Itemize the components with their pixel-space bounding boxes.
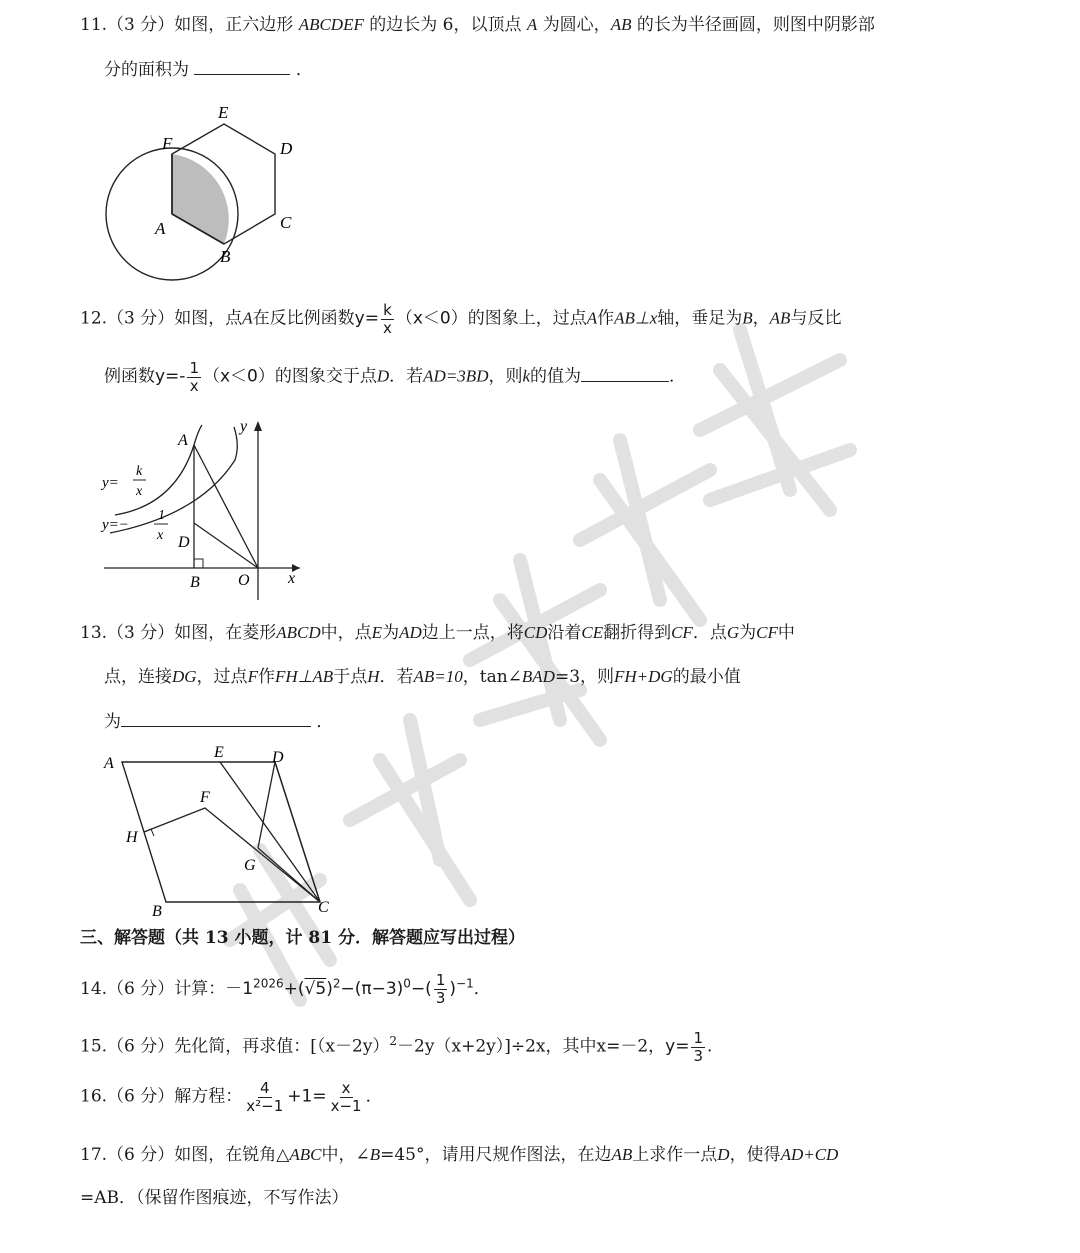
q12-text: 的图象上，过点: [467, 308, 587, 329]
q12-text: 如图，点: [174, 308, 243, 329]
q12-number: 12.: [80, 308, 108, 329]
q12-point: D: [376, 366, 390, 386]
q17-text: 上求作一点: [632, 1145, 718, 1165]
q15-exp: 2: [389, 1033, 398, 1048]
q13-text: 为: [104, 712, 121, 732]
q11-label-d: D: [280, 139, 293, 158]
q17-line2: =AB．（保留作图痕迹，不写作法）: [80, 1188, 349, 1208]
q13-text: 中: [777, 623, 795, 643]
q12-label-1-func: y=−: [102, 517, 129, 533]
q13-segment: CF: [756, 623, 778, 642]
q13-rhombus: [122, 762, 320, 902]
q13-text: 中，点: [320, 623, 372, 643]
q13-line1: [80, 624, 795, 642]
q13-text: ．点: [692, 623, 727, 643]
frac-den: 3: [693, 1046, 704, 1065]
expr-part: +(: [283, 979, 305, 999]
frac-num: 4: [260, 1079, 270, 1097]
q13-text: 翻折得到: [603, 623, 672, 643]
q11-answer-blank[interactable]: [194, 60, 290, 75]
q17-text: 如图，在锐角△: [174, 1145, 290, 1165]
q17-segment: AB: [611, 1145, 633, 1164]
q13-segment: AD: [399, 623, 422, 642]
q12-label-b: B: [190, 574, 200, 591]
q12-label-d: D: [178, 534, 190, 551]
q13-point: F: [247, 667, 258, 686]
q12-fraction-1: [187, 360, 201, 394]
q13-text: 边上一点，将: [421, 623, 524, 643]
q16-fraction-2: [329, 1080, 364, 1114]
q15-x-value: x=－2，: [596, 1036, 666, 1057]
q11-line2: [104, 60, 313, 79]
q13-segment: CE: [581, 623, 604, 642]
q15-fraction: [691, 1030, 705, 1064]
q11-label-c: C: [280, 213, 292, 232]
q12-label-k-num: k: [136, 464, 143, 479]
q13-label-e: E: [214, 744, 224, 761]
q11-text: 为圆心，: [542, 15, 611, 35]
q12-text: 作: [597, 308, 615, 329]
q13-line3: [104, 712, 333, 731]
q12-label-1-den: x: [157, 528, 164, 543]
q12-text: ，: [752, 308, 770, 329]
frac-num: 1: [693, 1029, 704, 1047]
q11-line1: [80, 16, 875, 34]
q17-line1: [80, 1146, 838, 1164]
q16-end: ．: [365, 1086, 383, 1107]
q13-number: 13.: [80, 623, 108, 643]
expr-part: ): [326, 979, 333, 999]
q12-curve-k-over-x: [115, 425, 202, 515]
q11-segment: AB: [610, 15, 632, 34]
frac-num: 1: [435, 971, 446, 989]
q13-given: AB=10: [413, 667, 463, 686]
q12-label-k-func: y=: [102, 475, 119, 491]
q15-number: 15.: [80, 1036, 108, 1057]
q17-text: ，使得: [729, 1145, 781, 1165]
q15-text: 先化简，再求值：[（x－2y）: [174, 1036, 390, 1057]
q13-text: ，tan∠: [462, 667, 522, 687]
q13-text: 于点: [333, 667, 368, 687]
q13-figure: [98, 740, 348, 920]
expr-part: －1: [225, 979, 254, 999]
q17-point: D: [717, 1145, 730, 1164]
q13-segment: CF: [671, 623, 693, 642]
q13-text: 作: [257, 667, 275, 687]
q15-points: （6 分）: [107, 1036, 175, 1057]
q16-fraction-1: [244, 1080, 285, 1114]
expr-exp: 2026: [253, 976, 284, 991]
q13-point: H: [367, 667, 380, 686]
q11-end: ．: [295, 60, 313, 80]
q13-point: G: [726, 623, 740, 642]
q12-perp: AB⊥x: [614, 308, 658, 328]
q13-segment: DG: [172, 667, 197, 686]
frac-num: x: [341, 1079, 351, 1097]
q13-point: E: [371, 623, 383, 642]
q14-label: 计算：: [174, 979, 226, 999]
q13-text: 沿着: [547, 623, 582, 643]
q12-text: 例函数: [104, 366, 155, 387]
q12-text: 与反比: [790, 308, 842, 329]
q12-point: A: [586, 308, 598, 328]
q12-point: B: [742, 308, 753, 328]
expr-exp: 0: [403, 976, 411, 991]
q17-triangle: ABC: [289, 1145, 322, 1164]
frac-den: x²−1: [246, 1096, 284, 1115]
q13-segment: CD: [523, 623, 548, 642]
q11-label-b: B: [220, 247, 231, 266]
q12-line1: [80, 302, 841, 336]
q13-text: 为: [739, 623, 757, 643]
expr-part: −(π−3): [340, 979, 404, 999]
q13-text: ，过点: [196, 667, 248, 687]
q13-label-c: C: [318, 899, 329, 916]
q15-y-eq: y=: [665, 1036, 690, 1057]
q12-figure: [100, 415, 310, 605]
q12-text: 的值为: [530, 366, 582, 387]
q11-hexagon-label: ABCDEF: [298, 15, 364, 34]
q15-end: .: [707, 1036, 713, 1057]
q12-variable: k: [522, 366, 531, 386]
q12-text: ，则: [488, 366, 523, 387]
q15-line: [80, 1030, 712, 1064]
q13-label-d: D: [272, 749, 284, 766]
frac-den: x−1: [330, 1096, 362, 1115]
q12-func: y=: [354, 308, 379, 329]
q14-fraction: [434, 972, 448, 1006]
q11-label-e: E: [218, 103, 229, 122]
q12-condition: （x＜0）: [395, 308, 468, 329]
q11-text: 如图，正六边形: [174, 15, 294, 35]
q12-segment: AB: [769, 308, 791, 328]
q12-text: ．若: [389, 366, 424, 387]
q13-text: 的最小值: [672, 667, 741, 687]
q16-line: [80, 1080, 383, 1114]
q12-relation: AD=3BD: [423, 366, 489, 386]
q11-point: A: [526, 15, 538, 34]
q14-end: ．: [473, 979, 491, 999]
q16-mid: +1=: [287, 1086, 327, 1107]
q12-answer-blank[interactable]: [581, 367, 669, 382]
q16-number: 16.: [80, 1086, 108, 1107]
q12-curve-1-over-x: [110, 427, 237, 533]
q11-text: 的边长为 6，以顶点: [369, 15, 522, 35]
q13-points: （3 分）: [107, 623, 175, 643]
q14-points: （6 分）: [107, 979, 175, 999]
q11-text: 的长为半径画圆，则图中阴影部: [636, 15, 875, 35]
q12-points: （3 分）: [107, 308, 175, 329]
q16-label: 解方程：: [174, 1086, 243, 1107]
q13-answer-blank[interactable]: [121, 712, 311, 727]
q13-label-h: H: [126, 829, 138, 846]
q13-text: ．若: [379, 667, 414, 687]
q17-points: （6 分）: [107, 1145, 175, 1165]
q11-figure: [100, 96, 315, 291]
frac-num: 1: [189, 359, 199, 377]
q14-line: [80, 972, 491, 1006]
section-title: 三、解答题（共 13 小题，计 81 分．解答题应写出过程）: [80, 928, 525, 948]
q13-angle: BAD: [521, 667, 555, 686]
q14-expression: [225, 971, 474, 1007]
q14-number: 14.: [80, 979, 108, 999]
q11-points: （3 分）: [107, 15, 175, 35]
q12-label-y: y: [240, 418, 248, 435]
q12-label-a: A: [178, 432, 188, 449]
q13-label-g: G: [244, 857, 256, 874]
q13-expression: FH+DG: [614, 667, 673, 686]
frac-den: 3: [435, 988, 446, 1007]
q13-label-b: B: [152, 903, 162, 920]
q13-end: ．: [316, 712, 334, 732]
q13-text: 点，连接: [104, 667, 172, 687]
q11-label-f: F: [162, 134, 173, 153]
q13-label-a: A: [104, 755, 114, 772]
q17-text: 中，∠: [321, 1145, 370, 1165]
q17-point: B: [369, 1145, 381, 1164]
q12-label-x: x: [288, 570, 296, 587]
frac-den: x: [189, 376, 199, 395]
q11-text: 分的面积为: [104, 60, 189, 80]
q13-line2: [104, 668, 741, 686]
q13-text: 如图，在菱形: [174, 623, 277, 643]
q12-end: ．: [669, 366, 687, 387]
q13-label-f: F: [200, 789, 210, 806]
q12-condition: （x＜0）: [203, 366, 275, 387]
frac-den: x: [382, 318, 392, 337]
q13-perp: FH⊥AB: [274, 667, 334, 686]
q13-text: 为: [382, 623, 400, 643]
q17-expression: AD+CD: [780, 1145, 839, 1164]
expr-part: ): [449, 979, 457, 999]
q12-text: 在反比例函数: [252, 308, 355, 329]
q12-text: 的图象交于点: [274, 366, 377, 387]
q13-text: =3，则: [554, 667, 615, 687]
q12-point: A: [242, 308, 253, 328]
frac-num: k: [383, 301, 392, 319]
q12-text: 轴，垂足为: [657, 308, 743, 329]
expr-part: −(: [410, 979, 432, 999]
q12-label-k-den: x: [136, 484, 143, 499]
q12-label-1-num: 1: [158, 508, 165, 523]
q17-text: =45°，请用尺规作图法，在边: [380, 1145, 612, 1165]
q17-number: 17.: [80, 1145, 108, 1165]
q12-fraction-k: [381, 302, 394, 336]
q16-points: （6 分）: [107, 1086, 175, 1107]
q13-shape: ABCD: [276, 623, 321, 642]
q11-number: 11.: [80, 15, 108, 35]
q15-text: －2y（x+2y）]÷2x，其中: [397, 1036, 597, 1057]
q12-func: y=-: [155, 366, 186, 387]
expr-exp: −1: [456, 976, 474, 991]
q11-label-a: A: [155, 219, 166, 238]
q12-label-o: O: [238, 572, 250, 589]
sqrt: √5: [304, 979, 327, 999]
q12-line2: [104, 360, 686, 394]
expr-exp: 2: [332, 976, 341, 991]
